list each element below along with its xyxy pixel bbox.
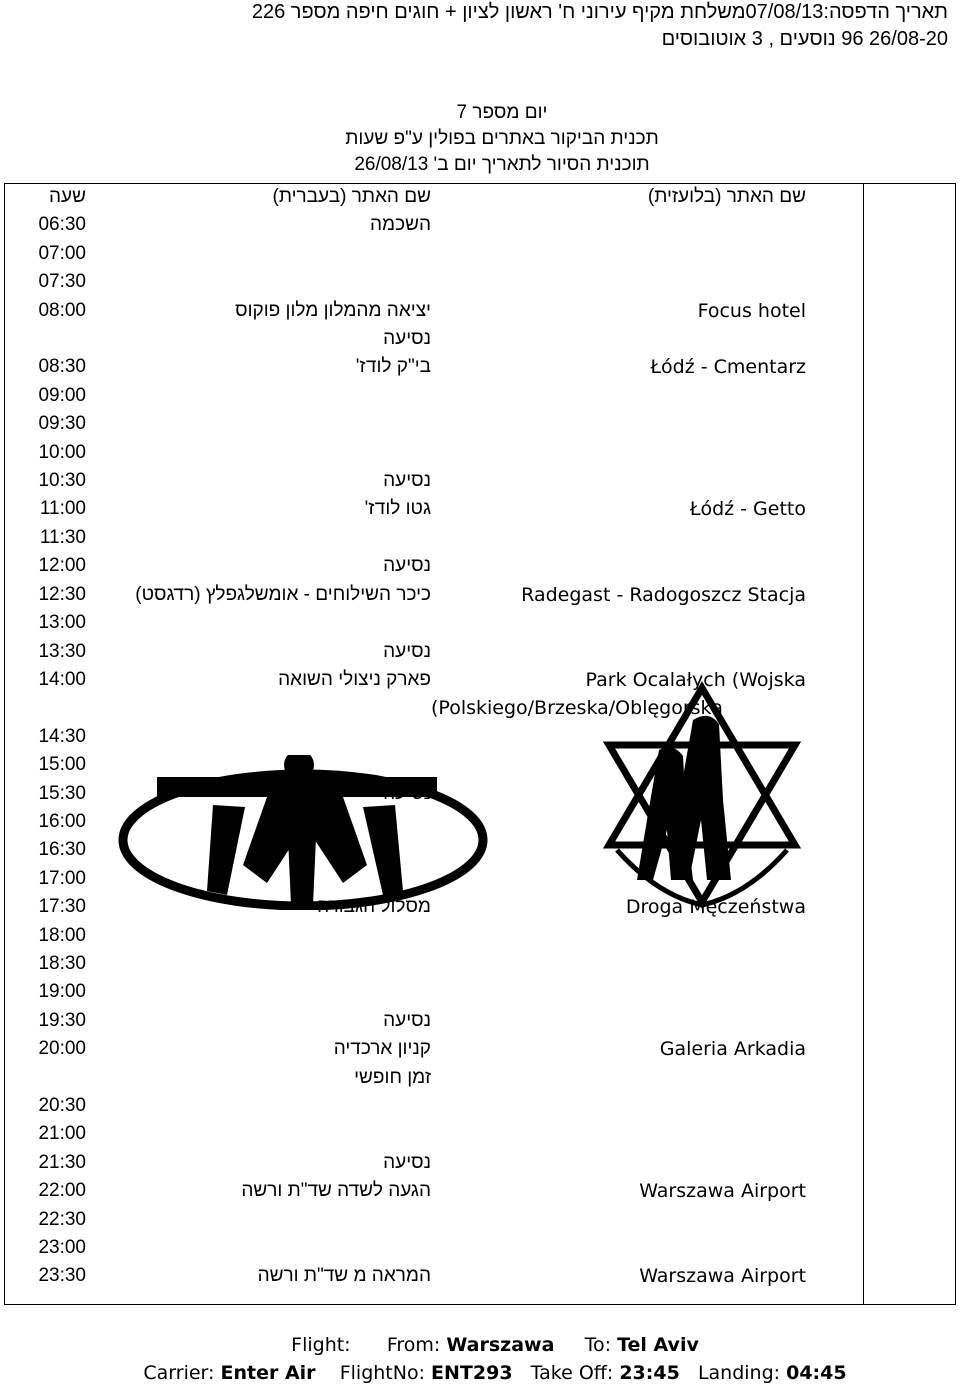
row-time: 21:00 (38, 1123, 86, 1145)
site-latin-text: Galeria Arkadia (659, 1038, 806, 1061)
site-hebrew-text: מסלול הגבורה (317, 896, 431, 918)
site-hebrew-text: גטו לודז' (364, 498, 431, 520)
row-site-latin (431, 609, 956, 637)
row-site-hebrew (106, 581, 431, 609)
site-latin-text: Łódź - Getto (689, 498, 806, 521)
row-site-latin (431, 552, 956, 580)
site-hebrew-text: יציאה מהמלון מלון פוקוס (235, 299, 431, 321)
row-site-latin (431, 808, 956, 836)
row-site-hebrew (106, 240, 431, 268)
plan-title: תכנית הביקור באתרים בפולין ע"פ שעות (345, 128, 659, 149)
row-site-latin (431, 1177, 956, 1205)
row-time: 18:00 (38, 924, 86, 946)
row-site-hebrew (106, 552, 431, 580)
site-hebrew-text: השכמה (370, 214, 431, 236)
row-time: 14:00 (38, 668, 86, 690)
header-time: שעה (49, 186, 86, 207)
group-info: 26/08-20 96 נוסעים , 3 אוטובוסים (661, 28, 948, 50)
table-row (4, 638, 956, 666)
flight-line-2 (0, 1362, 960, 1384)
row-site-hebrew (106, 1007, 431, 1035)
row-time: 15:00 (38, 754, 86, 776)
site-latin-text-cont: (Polskiego/Brzeska/Oblęgorska (431, 697, 723, 720)
row-time: 20:30 (38, 1095, 86, 1116)
row-site-hebrew (106, 439, 431, 467)
table-row (4, 1177, 956, 1205)
site-hebrew-note: זמן חופשי (354, 1066, 431, 1088)
row-site-hebrew (106, 808, 431, 836)
row-site-hebrew (106, 495, 431, 523)
site-latin-text: Droga Męczeństwa (625, 896, 806, 919)
carrier-value: Enter Air (220, 1362, 316, 1384)
row-site-hebrew (106, 922, 431, 950)
row-site-hebrew (106, 638, 431, 666)
row-site-latin (431, 865, 956, 893)
row-site-hebrew (106, 1262, 431, 1290)
table-row (4, 836, 956, 864)
site-latin-text: Łódź - Cmentarz (650, 356, 806, 379)
print-header: תאריך הדפסה:07/08/13משלחת מקיף עירוני ח' ראשון לציון + חוגים חיפה מספר 226 (251, 1, 948, 23)
row-site-hebrew (106, 836, 431, 864)
row-time: 16:30 (38, 839, 86, 861)
table-row (4, 524, 956, 552)
table-row (4, 297, 956, 354)
row-time: 17:30 (38, 896, 86, 918)
row-time: 16:00 (38, 810, 86, 832)
site-latin-text: Radegast - Radogoszcz Stacja (521, 583, 806, 606)
table-row (4, 1206, 956, 1234)
table-row (4, 353, 956, 381)
row-time: 21:30 (38, 1151, 86, 1173)
site-hebrew-text: בי"ק לודז' (355, 356, 431, 378)
row-site-latin (431, 950, 956, 978)
row-site-latin (431, 1149, 956, 1177)
table-row (4, 609, 956, 637)
table-header-row (4, 183, 956, 211)
row-site-latin (431, 410, 956, 438)
row-site-latin (431, 353, 956, 381)
row-site-latin (431, 467, 956, 495)
row-site-latin (431, 297, 956, 354)
row-time: 08:30 (38, 356, 86, 378)
row-time: 13:30 (38, 640, 86, 662)
row-site-hebrew (106, 1092, 431, 1120)
row-time: 10:00 (38, 441, 86, 463)
row-site-hebrew (106, 297, 431, 354)
row-site-latin (431, 495, 956, 523)
site-latin-text: Warszawa Airport (639, 1180, 806, 1203)
from-label: From: (386, 1334, 441, 1356)
row-site-latin (431, 581, 956, 609)
table-row (4, 1120, 956, 1148)
row-time: 09:30 (38, 413, 86, 435)
table-row (4, 950, 956, 978)
row-time: 19:00 (38, 981, 86, 1003)
row-time: 19:30 (38, 1009, 86, 1031)
row-time: 06:30 (38, 214, 86, 236)
table-row (4, 865, 956, 893)
landing-value: 04:45 (786, 1362, 847, 1384)
row-time: 12:00 (38, 555, 86, 577)
table-row (4, 1007, 956, 1035)
row-site-latin (431, 1035, 956, 1092)
flightno-value: ENT293 (431, 1362, 513, 1384)
table-row (4, 978, 956, 1006)
row-site-hebrew (106, 751, 431, 779)
row-site-latin (431, 524, 956, 552)
table-row (4, 268, 956, 296)
row-site-hebrew (106, 1035, 431, 1092)
row-site-latin (431, 638, 956, 666)
column-divider (863, 183, 864, 1305)
takeoff-value: 23:45 (619, 1362, 680, 1384)
row-site-hebrew (106, 609, 431, 637)
row-site-latin (431, 666, 956, 723)
flightno-label: FlightNo: (339, 1362, 425, 1384)
landing-label: Landing: (697, 1362, 781, 1384)
day-number: יום מספר 7 (456, 102, 548, 123)
row-time: 23:30 (38, 1265, 86, 1287)
carrier-label: Carrier: (143, 1362, 215, 1384)
row-site-latin (431, 836, 956, 864)
site-latin-text: Warszawa Airport (639, 1265, 806, 1288)
flight-line-1 (0, 1334, 960, 1356)
table-row (4, 751, 956, 779)
site-hebrew-text: הגעה לשדה שד"ת ורשה (241, 1180, 431, 1202)
site-hebrew-text: נסיעה (383, 1009, 431, 1031)
row-time: 10:30 (38, 470, 86, 492)
row-time: 20:00 (38, 1038, 86, 1060)
row-site-latin (431, 1206, 956, 1234)
site-hebrew-text: קניון ארכדיה (333, 1038, 431, 1060)
row-site-hebrew (106, 780, 431, 808)
table-row (4, 410, 956, 438)
table-row (4, 1262, 956, 1290)
site-hebrew-text: המראה מ שד"ת ורשה (257, 1265, 431, 1287)
takeoff-label: Take Off: (530, 1362, 614, 1384)
site-hebrew-text: נסיעה (383, 470, 431, 492)
table-row (4, 922, 956, 950)
table-row (4, 1092, 956, 1120)
table-row (4, 211, 956, 239)
row-site-hebrew (106, 723, 431, 751)
row-site-hebrew (106, 467, 431, 495)
row-site-latin (431, 1234, 956, 1262)
row-time: 14:30 (38, 725, 86, 747)
row-site-hebrew (106, 382, 431, 410)
row-site-latin (431, 382, 956, 410)
row-time: 11:30 (39, 526, 86, 548)
row-time: 09:00 (38, 384, 86, 406)
table-row (4, 581, 956, 609)
row-site-hebrew (106, 1149, 431, 1177)
row-site-hebrew (106, 1120, 431, 1148)
row-site-hebrew (106, 666, 431, 723)
site-hebrew-text: נסיעה (383, 555, 431, 577)
row-site-hebrew (106, 524, 431, 552)
row-site-latin (431, 751, 956, 779)
row-time: 22:00 (38, 1180, 86, 1202)
from-value: Warszawa (446, 1334, 555, 1356)
table-row (4, 382, 956, 410)
row-site-hebrew (106, 268, 431, 296)
row-site-latin (431, 780, 956, 808)
table-row (4, 495, 956, 523)
table-row (4, 467, 956, 495)
row-site-latin (431, 211, 956, 239)
row-time: 23:00 (38, 1237, 86, 1259)
table-row (4, 1035, 956, 1092)
site-hebrew-text: כיכר השילוחים - אומשלגפלץ (רדגסט) (135, 583, 431, 605)
site-hebrew-text: נסיעה (383, 782, 431, 804)
row-time: 15:30 (38, 782, 86, 804)
row-time: 13:00 (38, 612, 86, 634)
row-site-hebrew (106, 1177, 431, 1205)
row-site-hebrew (106, 353, 431, 381)
table-row (4, 552, 956, 580)
row-time: 22:30 (38, 1208, 86, 1230)
table-row (4, 439, 956, 467)
table-row (4, 723, 956, 751)
row-site-hebrew (106, 893, 431, 921)
site-hebrew-text: נסיעה (383, 1151, 431, 1173)
site-hebrew-text: פארק ניצולי השואה (278, 668, 431, 690)
row-site-hebrew (106, 865, 431, 893)
row-site-latin (431, 240, 956, 268)
row-site-hebrew (106, 978, 431, 1006)
row-time: 17:00 (38, 867, 86, 889)
table-row (4, 1234, 956, 1262)
row-site-latin (431, 922, 956, 950)
row-site-hebrew (106, 211, 431, 239)
row-site-hebrew (106, 950, 431, 978)
row-site-latin (431, 268, 956, 296)
table-row (4, 240, 956, 268)
site-latin-text: Focus hotel (697, 299, 806, 322)
row-site-latin (431, 978, 956, 1006)
table-row (4, 1149, 956, 1177)
site-hebrew-note: נסיעה (383, 328, 431, 350)
header-hebrew: שם האתר (בעברית) (272, 186, 431, 207)
flight-label: Flight: (291, 1334, 351, 1356)
plan-date: תוכנית הסיור לתאריך יום ב' 26/08/13 (354, 154, 650, 175)
site-hebrew-text: נסיעה (383, 640, 431, 662)
row-site-latin (431, 1120, 956, 1148)
table-row (4, 893, 956, 921)
row-site-latin (431, 1092, 956, 1120)
row-time: 12:30 (38, 583, 86, 605)
table-row (4, 808, 956, 836)
row-site-hebrew (106, 410, 431, 438)
row-time: 07:30 (38, 271, 86, 293)
row-site-latin (431, 1262, 956, 1290)
row-site-latin (431, 439, 956, 467)
row-time: 18:30 (38, 952, 86, 974)
row-site-hebrew (106, 1234, 431, 1262)
to-label: To: (584, 1334, 612, 1356)
row-time: 07:00 (38, 242, 86, 264)
schedule-table (4, 183, 956, 1291)
row-site-latin (431, 893, 956, 921)
row-site-latin (431, 1007, 956, 1035)
row-time: 11:00 (39, 498, 86, 520)
site-latin-text: Park Ocalałych (Wojska (585, 668, 806, 691)
row-site-hebrew (106, 1206, 431, 1234)
row-site-latin (431, 723, 956, 751)
header-latin: שם האתר (בלועזית) (647, 186, 806, 207)
table-row (4, 780, 956, 808)
to-value: Tel Aviv (617, 1334, 699, 1356)
row-time: 08:00 (38, 299, 86, 321)
table-row (4, 666, 956, 723)
